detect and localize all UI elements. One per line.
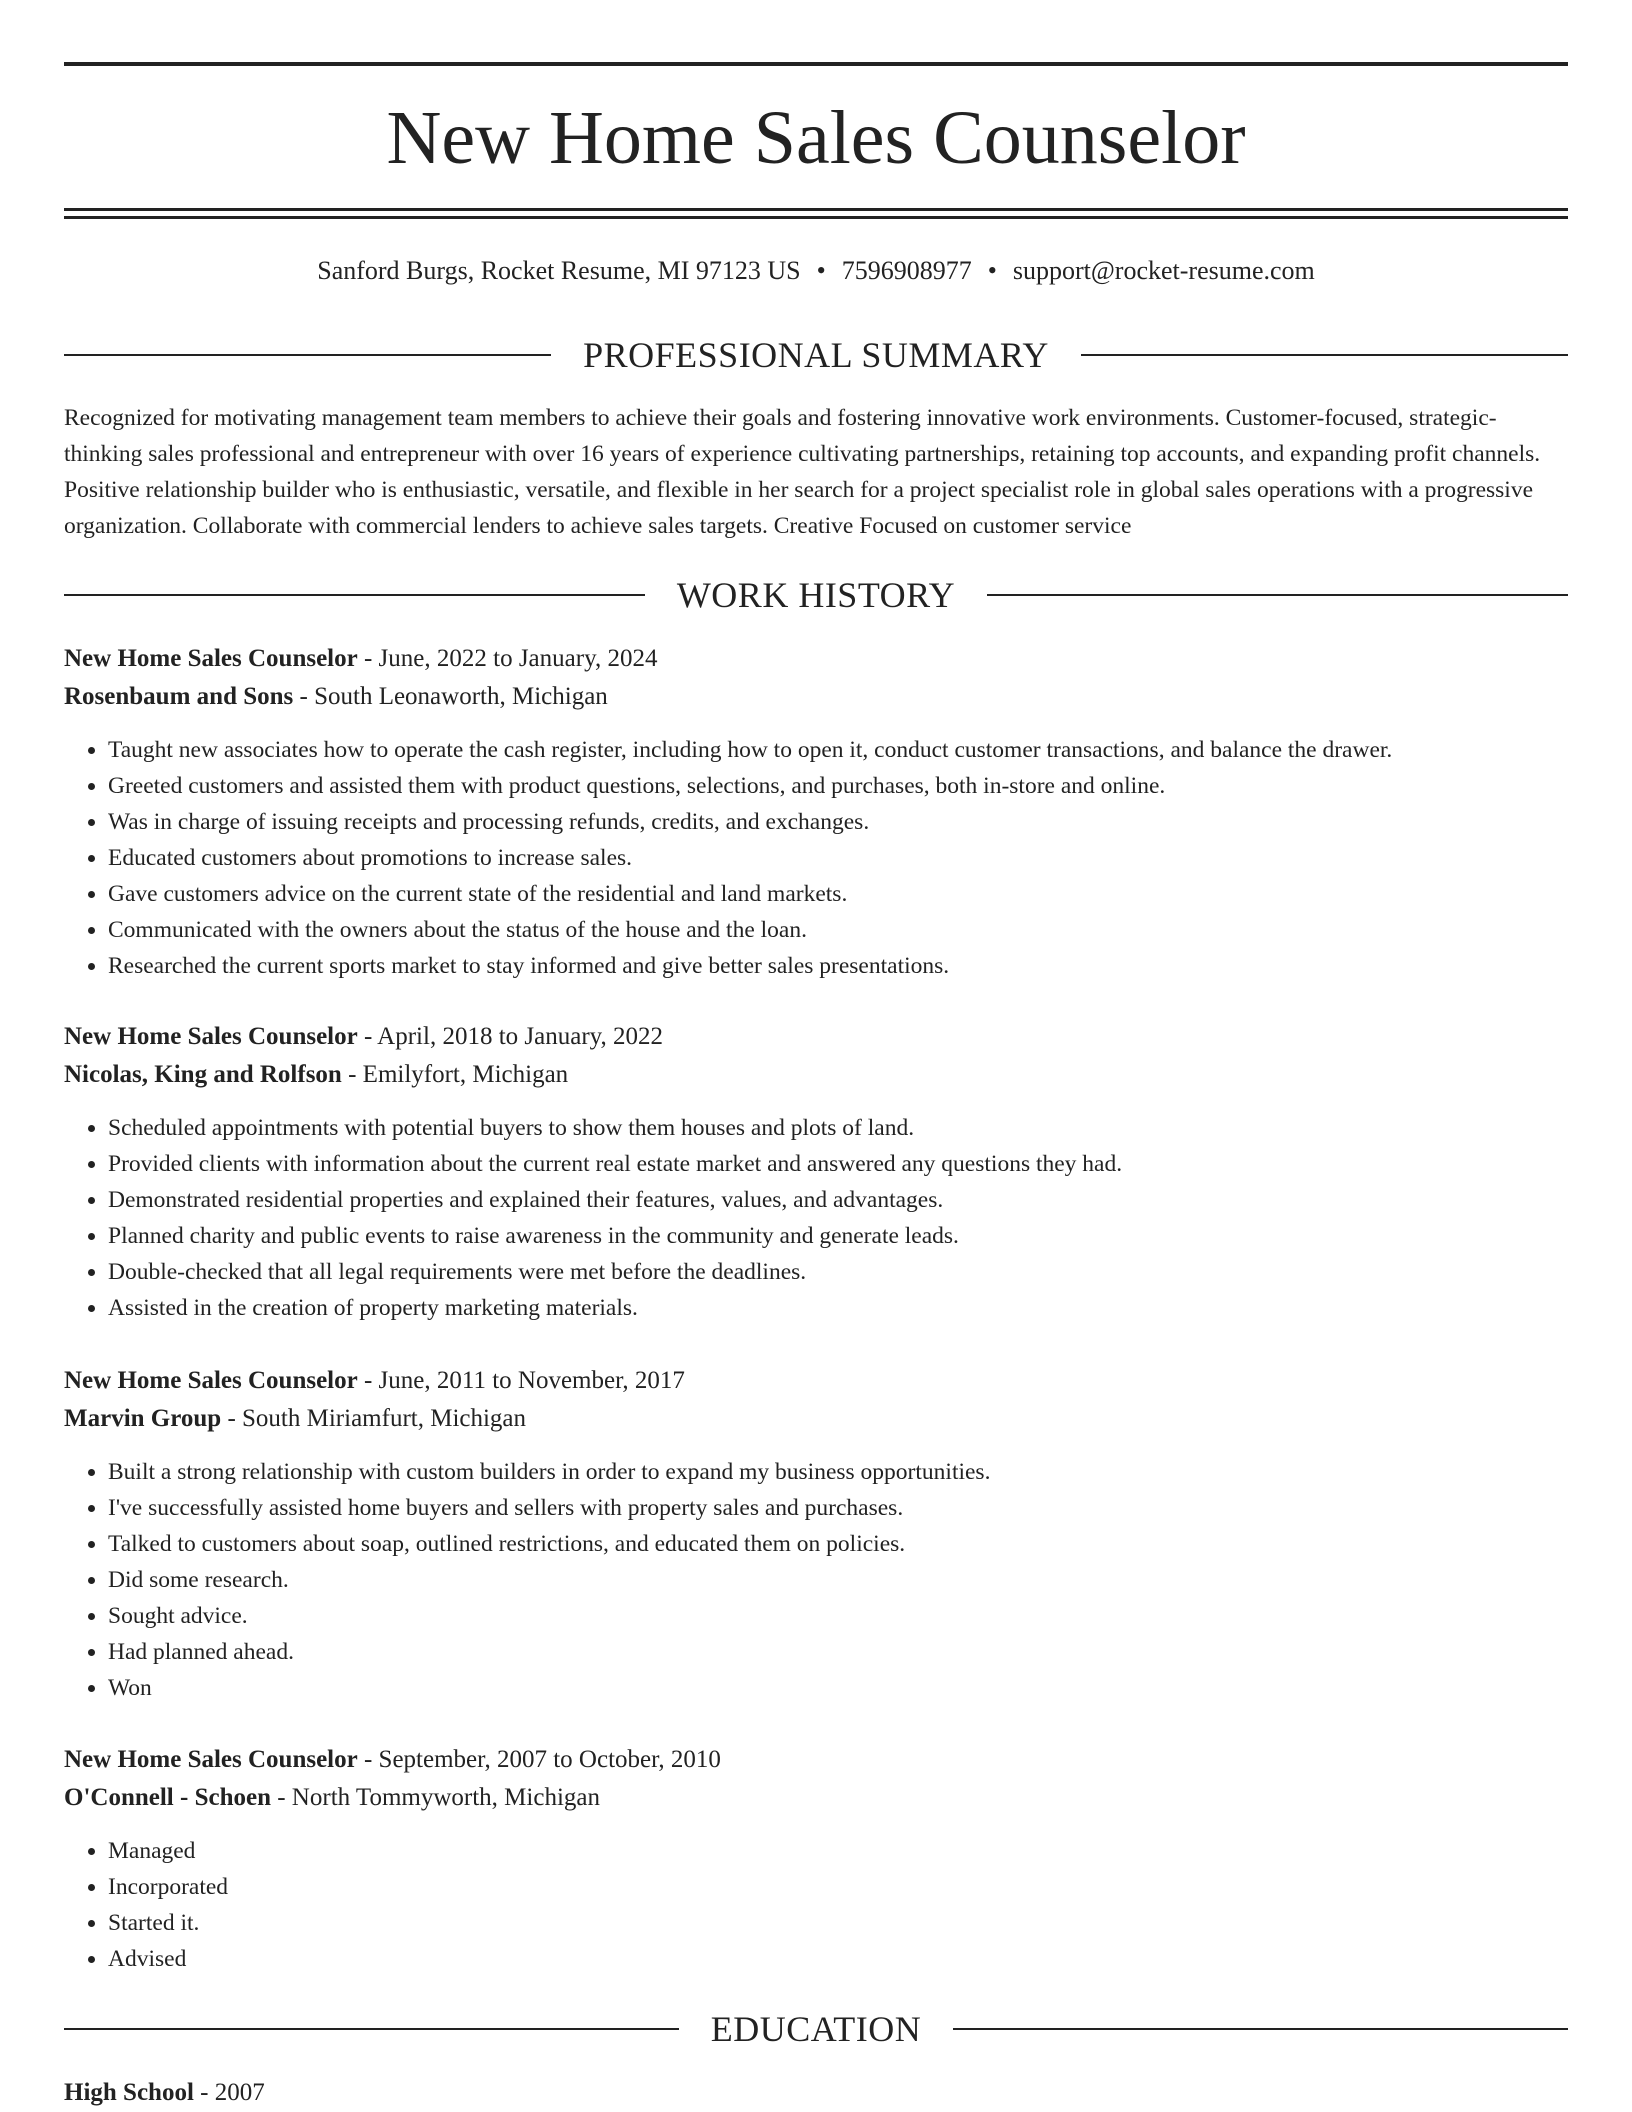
job-entry (64, 1741, 1568, 1977)
contact-line (64, 254, 1568, 288)
job-company: Rosenbaum and Sons (64, 683, 294, 710)
job-title-line (64, 1362, 1568, 1400)
job-location: - Emilyfort, Michigan (341, 1061, 569, 1088)
section-title: EDUCATION (710, 2009, 922, 2049)
job-title: New Home Sales Counselor (64, 645, 358, 672)
section-heading-education (64, 2007, 1568, 2051)
job-title-line (64, 1018, 1568, 1056)
job-bullet: • Built a strong relationship with custom builders in order to expand my business opportunities. (108, 1454, 1568, 1490)
job-company: O'Connell - Schoen (64, 1784, 271, 1811)
job-bullet: • Communicated with the owners about the status of the house and the loan. (108, 912, 1568, 948)
job-bullet: • Did some research. (108, 1562, 1568, 1598)
resume-title: New Home Sales Counselor (386, 96, 1246, 180)
job-title: New Home Sales Counselor (64, 1746, 358, 1773)
job-bullet: • Scheduled appointments with potential buyers to show them houses and plots of land. (108, 1110, 1568, 1146)
job-dates: - April, 2018 to January, 2022 (357, 1023, 664, 1050)
section-heading-work (64, 573, 1568, 617)
job-bullet: • Greeted customers and assisted them with product questions, selections, and purchases, both in-store and online. (108, 768, 1568, 804)
top-rule (64, 62, 1568, 66)
education-entry (64, 2074, 265, 2112)
job-bullet: • Had planned ahead. (108, 1634, 1568, 1670)
heading-rule-left (64, 2028, 679, 2030)
job-bullets (64, 1110, 1568, 1326)
job-bullet: • Demonstrated residential properties and explained their features, values, and advantages. (108, 1182, 1568, 1218)
section-heading-summary (64, 333, 1568, 377)
job-bullet: • Was in charge of issuing receipts and processing refunds, credits, and exchanges. (108, 804, 1568, 840)
job-bullets (64, 1454, 1568, 1706)
contact-email: support@rocket-resume.com (1012, 256, 1315, 285)
job-bullet: • Provided clients with information about the current real estate market and answered any questions they had. (108, 1146, 1568, 1182)
section-title: PROFESSIONAL SUMMARY (583, 335, 1049, 375)
job-entry (64, 1018, 1568, 1326)
job-title-line (64, 640, 1568, 678)
contact-separator: • (987, 256, 997, 285)
job-bullets (64, 732, 1568, 984)
job-company: Marvin Group (64, 1405, 222, 1432)
job-dates: - June, 2011 to November, 2017 (357, 1367, 685, 1394)
job-dates: - June, 2022 to January, 2024 (357, 645, 658, 672)
job-bullet: • Educated customers about promotions to increase sales. (108, 840, 1568, 876)
job-bullets (64, 1833, 1568, 1977)
job-bullet: • Managed (108, 1833, 1568, 1869)
education-degree: High School (64, 2079, 194, 2106)
section-title: WORK HISTORY (676, 575, 956, 615)
job-entry (64, 1362, 1568, 1706)
job-bullet: • Talked to customers about soap, outlined restrictions, and educated them on policies. (108, 1526, 1568, 1562)
job-dates: - September, 2007 to October, 2010 (357, 1746, 721, 1773)
title-rule-lower (64, 216, 1568, 219)
education-year: - 2007 (193, 2079, 265, 2106)
job-title: New Home Sales Counselor (64, 1367, 358, 1394)
job-entry (64, 640, 1568, 984)
job-company-line (64, 1056, 1568, 1094)
heading-rule-right (1081, 354, 1568, 356)
job-bullet: • Advised (108, 1941, 1568, 1977)
heading-rule-right (987, 594, 1568, 596)
contact-address: Sanford Burgs, Rocket Resume, MI 97123 US (317, 256, 801, 285)
job-location: - South Miriamfurt, Michigan (221, 1405, 527, 1432)
job-bullet: • Planned charity and public events to raise awareness in the community and generate leads. (108, 1218, 1568, 1254)
job-bullet: • Assisted in the creation of property marketing materials. (108, 1290, 1568, 1326)
job-bullet: • Started it. (108, 1905, 1568, 1941)
heading-rule-left (64, 594, 645, 596)
professional-summary: Recognized for motivating management team members to achieve their goals and fostering innovative work environments. Customer-focused, strategic-thinking sales professional and entrepreneur with over 16 years of experience cultivating partnerships, retaining top accounts, and expanding profit channels. Positive relationship builder who is enthusiastic, versatile, and flexible in her search for a project specialist role in global sales operations with a progressive organization. Collaborate with commercial lenders to achieve sales targets. Creative Focused on customer service (64, 405, 1541, 539)
job-location: - North Tommyworth, Michigan (270, 1784, 600, 1811)
job-company-line (64, 678, 1568, 716)
job-title-line (64, 1741, 1568, 1779)
contact-separator: • (816, 256, 826, 285)
heading-rule-right (953, 2028, 1568, 2030)
job-bullet: • Won (108, 1670, 1568, 1706)
job-bullet: • I've successfully assisted home buyers and sellers with property sales and purchases. (108, 1490, 1568, 1526)
job-bullet: • Sought advice. (108, 1598, 1568, 1634)
job-company: Nicolas, King and Rolfson (64, 1061, 342, 1088)
job-company-line (64, 1400, 1568, 1438)
contact-phone: 7596908977 (841, 256, 972, 285)
job-bullet: • Taught new associates how to operate the cash register, including how to open it, conduct customer transactions, and balance the drawer. (108, 732, 1568, 768)
job-bullet: • Double-checked that all legal requirements were met before the deadlines. (108, 1254, 1568, 1290)
job-location: - South Leonaworth, Michigan (293, 683, 608, 710)
title-rule-upper (64, 208, 1568, 211)
job-company-line (64, 1779, 1568, 1817)
job-bullet: • Incorporated (108, 1869, 1568, 1905)
job-title: New Home Sales Counselor (64, 1023, 358, 1050)
job-bullet: • Gave customers advice on the current state of the residential and land markets. (108, 876, 1568, 912)
job-bullet: • Researched the current sports market to stay informed and give better sales presentations. (108, 948, 1568, 984)
heading-rule-left (64, 354, 551, 356)
